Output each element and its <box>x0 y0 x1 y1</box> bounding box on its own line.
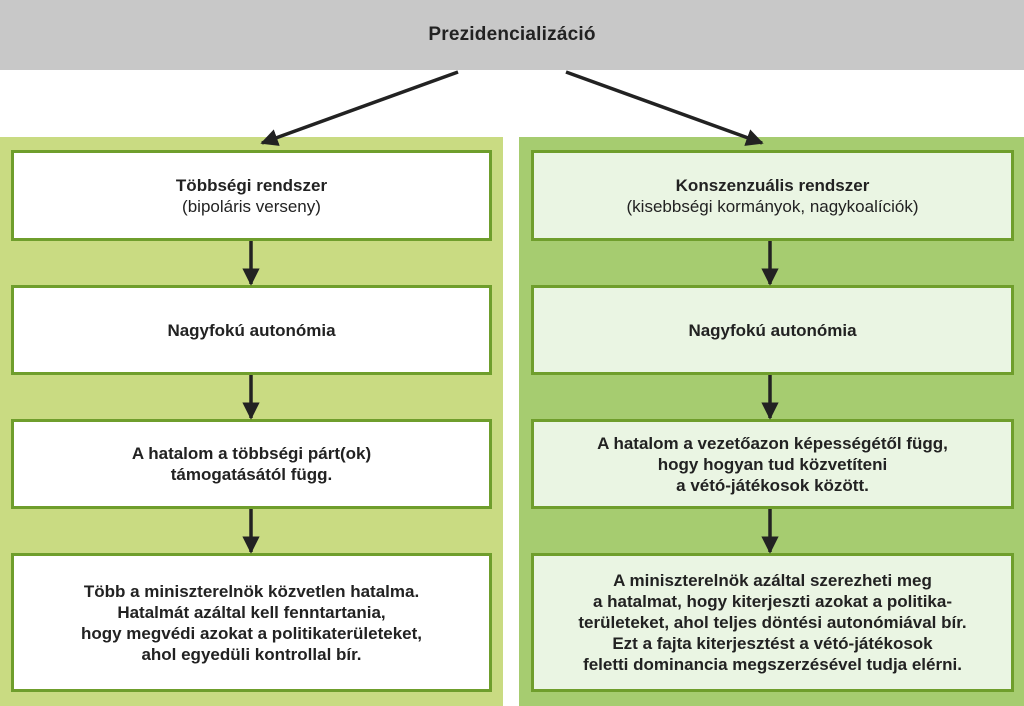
left-power-box <box>11 419 492 509</box>
left-power-line: A hatalom a többségi párt(ok) <box>131 444 372 463</box>
diagram-title: Prezidencializáció <box>428 24 596 45</box>
right-system-box <box>531 150 1014 241</box>
right-pm-line: területeket, ahol teljes döntési autonómiával bír. <box>578 613 967 632</box>
left-system-title: Többségi rendszer <box>175 175 328 195</box>
left-pm-line: ahol egyedüli kontrollal bír. <box>141 644 362 664</box>
left-system-subtitle: (bipoláris verseny) <box>182 196 321 216</box>
right-pm-line: feletti dominancia megszerzésével tudja elérni. <box>583 655 962 674</box>
right-system-subtitle: (kisebbségi kormányok, nagykoalíciók) <box>626 196 919 216</box>
right-power-line: A hatalom a vezetőazon képességétől függ, <box>597 433 948 453</box>
right-power-line: hogy hogyan tud közvetíteni <box>657 454 888 474</box>
arrow-header-to-right <box>566 72 762 143</box>
right-autonomy-text: Nagyfokú autonómia <box>688 320 857 340</box>
consensus-panel <box>519 137 1024 706</box>
right-autonomy-box <box>531 285 1014 375</box>
left-pm-line: Több a miniszterelnök közvetlen hatalma. <box>83 581 420 601</box>
right-pm-power-box <box>531 553 1014 692</box>
right-pm-line: a hatalmat, hogy kiterjeszti azokat a politika- <box>593 592 952 611</box>
right-pm-line: A miniszterelnök azáltal szerezheti meg <box>613 571 932 590</box>
header-bar <box>0 0 1024 70</box>
left-autonomy-text: Nagyfokú autonómia <box>167 320 336 340</box>
arrow-header-to-left <box>262 72 458 143</box>
right-power-box <box>531 419 1014 509</box>
right-power-line: a vétó-játékosok között. <box>676 475 869 495</box>
left-system-box <box>11 150 492 241</box>
right-system-title: Konszenzuális rendszer <box>675 175 870 195</box>
left-pm-line: hogy megvédi azokat a politikaterületeket, <box>80 623 423 643</box>
left-pm-line: Hatalmát azáltal kell fenntartania, <box>117 602 386 622</box>
majoritarian-panel <box>0 137 503 706</box>
left-autonomy-box <box>11 285 492 375</box>
left-pm-power-box <box>11 553 492 692</box>
right-pm-line: Ezt a fajta kiterjesztést a vétó-játékosok <box>612 634 933 653</box>
left-power-line: támogatásától függ. <box>170 465 333 484</box>
